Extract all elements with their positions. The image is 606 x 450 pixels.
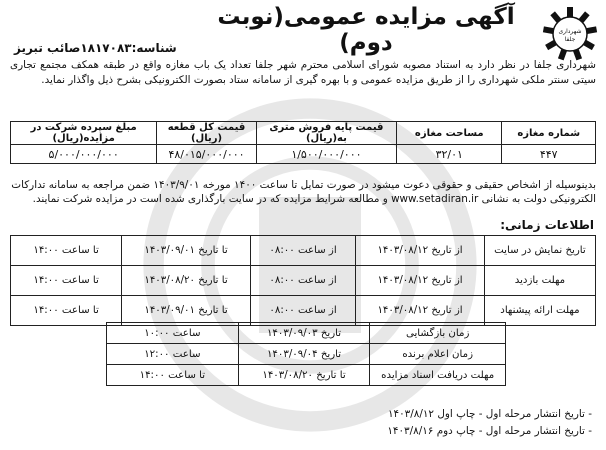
time-from-hour: از ساعت ۰۸:۰۰ [250, 296, 355, 326]
header-deposit: مبلغ سپرده شرکت در مزایده(ریال) [11, 122, 157, 145]
time-to-hour: تا ساعت ۱۴:۰۰ [11, 266, 122, 296]
time-to-date: تا تاریخ ۱۴۰۳/۰۸/۲۰ [122, 266, 251, 296]
notice-title: آگهی مزایده عمومی(نوبت دوم) [217, 4, 515, 56]
header-shop-number: شماره مغازه [502, 122, 596, 145]
cell-base-price: ۱/۵۰۰/۰۰۰/۰۰۰ [256, 145, 396, 164]
table-row [11, 266, 596, 296]
svg-text:جلفا: جلفا [564, 36, 576, 43]
header-total-price: قیمت کل قطعه (ریال) [157, 122, 256, 145]
schedule-table [106, 322, 506, 386]
time-label: مهلت بازدید [484, 266, 595, 296]
time-label: مهلت ارائه پیشنهاد [484, 296, 595, 326]
publish-date-second: - تاریخ انتشار مرحله اول - چاپ دوم ۱۴۰۳/۸/۱۶ [387, 425, 592, 437]
cell-deposit: ۵/۰۰۰/۰۰۰/۰۰۰ [11, 145, 157, 164]
time-label: تاریخ نمایش در سایت [484, 236, 595, 266]
cell-shop-area: ۳۲/۰۱ [397, 145, 502, 164]
schedule-hour: ساعت ۱۲:۰۰ [107, 344, 239, 365]
time-table [10, 235, 596, 326]
intro-paragraph: شهرداری جلفا در نظر دارد به استناد مصوبه شورای اسلامی محترم شهر جلفا تعداد یک باب مغازه واقع در طبقه همکف مجتمع تجاری سیتی سنتر ملکی شهرداری را از طریق مزایده عمومی و با بهره گیری از سامانه ستاد بصورت الکترونیکی بشرح ذیل واگذار نماید. [10, 59, 596, 86]
table-row [107, 323, 506, 344]
schedule-hour: تا ساعت ۱۴:۰۰ [107, 365, 239, 386]
cell-total-price: ۴۸/۰۱۵/۰۰۰/۰۰۰ [157, 145, 256, 164]
time-from-hour: از ساعت ۰۸:۰۰ [250, 266, 355, 296]
table-row [11, 296, 596, 326]
time-from-date: از تاریخ ۱۴۰۳/۰۸/۱۲ [356, 296, 485, 326]
time-to-hour: تا ساعت ۱۴:۰۰ [11, 296, 122, 326]
table-row [11, 236, 596, 266]
shop-table [10, 121, 596, 164]
table-header-row [11, 122, 596, 145]
invitation-paragraph: بدینوسیله از اشخاص حقیقی و حقوقی دعوت میشود در صورت تمایل تا ساعت ۱۴۰۰ مورخه ۱۴۰۳/۹/۰۱ ضمن مراجعه به سامانه تدارکات الکترونیکی دولت به نشانی www.setadiran.ir و مطالعه شرایط مزایده که در سایت بارگذاری شده است در مزایده شرکت نمایند. [11, 179, 596, 205]
schedule-hour: ساعت ۱۰:۰۰ [107, 323, 239, 344]
svg-text:شهرداری: شهرداری [558, 28, 582, 35]
header-base-price: قیمت پایه فروش متری به(ریال) [256, 122, 396, 145]
schedule-date: تا تاریخ ۱۴۰۳/۰۸/۲۰ [238, 365, 370, 386]
table-row [107, 365, 506, 386]
time-to-hour: تا ساعت ۱۴:۰۰ [11, 236, 122, 266]
publish-date-first: - تاریخ انتشار مرحله اول - چاپ اول ۱۴۰۳/۸/۱۲ [387, 408, 592, 420]
table-row [11, 145, 596, 164]
time-from-hour: از ساعت ۰۸:۰۰ [250, 236, 355, 266]
cell-shop-number: ۴۴۷ [502, 145, 596, 164]
notice-id: شناسه:۱۸۱۷۰۸۳صائب تبریز [14, 41, 177, 55]
schedule-date: تاریخ ۱۴۰۳/۰۹/۰۳ [238, 323, 370, 344]
time-from-date: از تاریخ ۱۴۰۳/۰۸/۱۲ [356, 236, 485, 266]
time-to-date: تا تاریخ ۱۴۰۳/۰۹/۰۱ [122, 296, 251, 326]
header-shop-area: مساحت مغازه [397, 122, 502, 145]
time-info-heading: اطلاعات زمانی: [500, 218, 594, 232]
time-from-date: از تاریخ ۱۴۰۳/۰۸/۱۲ [356, 266, 485, 296]
table-row [107, 344, 506, 365]
municipality-logo-icon [542, 6, 598, 62]
schedule-label: زمان بازگشایی [370, 323, 506, 344]
schedule-date: تاریخ ۱۴۰۳/۰۹/۰۴ [238, 344, 370, 365]
time-to-date: تا تاریخ ۱۴۰۳/۰۹/۰۱ [122, 236, 251, 266]
schedule-label: زمان اعلام برنده [370, 344, 506, 365]
schedule-label: مهلت دریافت اسناد مزایده [370, 365, 506, 386]
